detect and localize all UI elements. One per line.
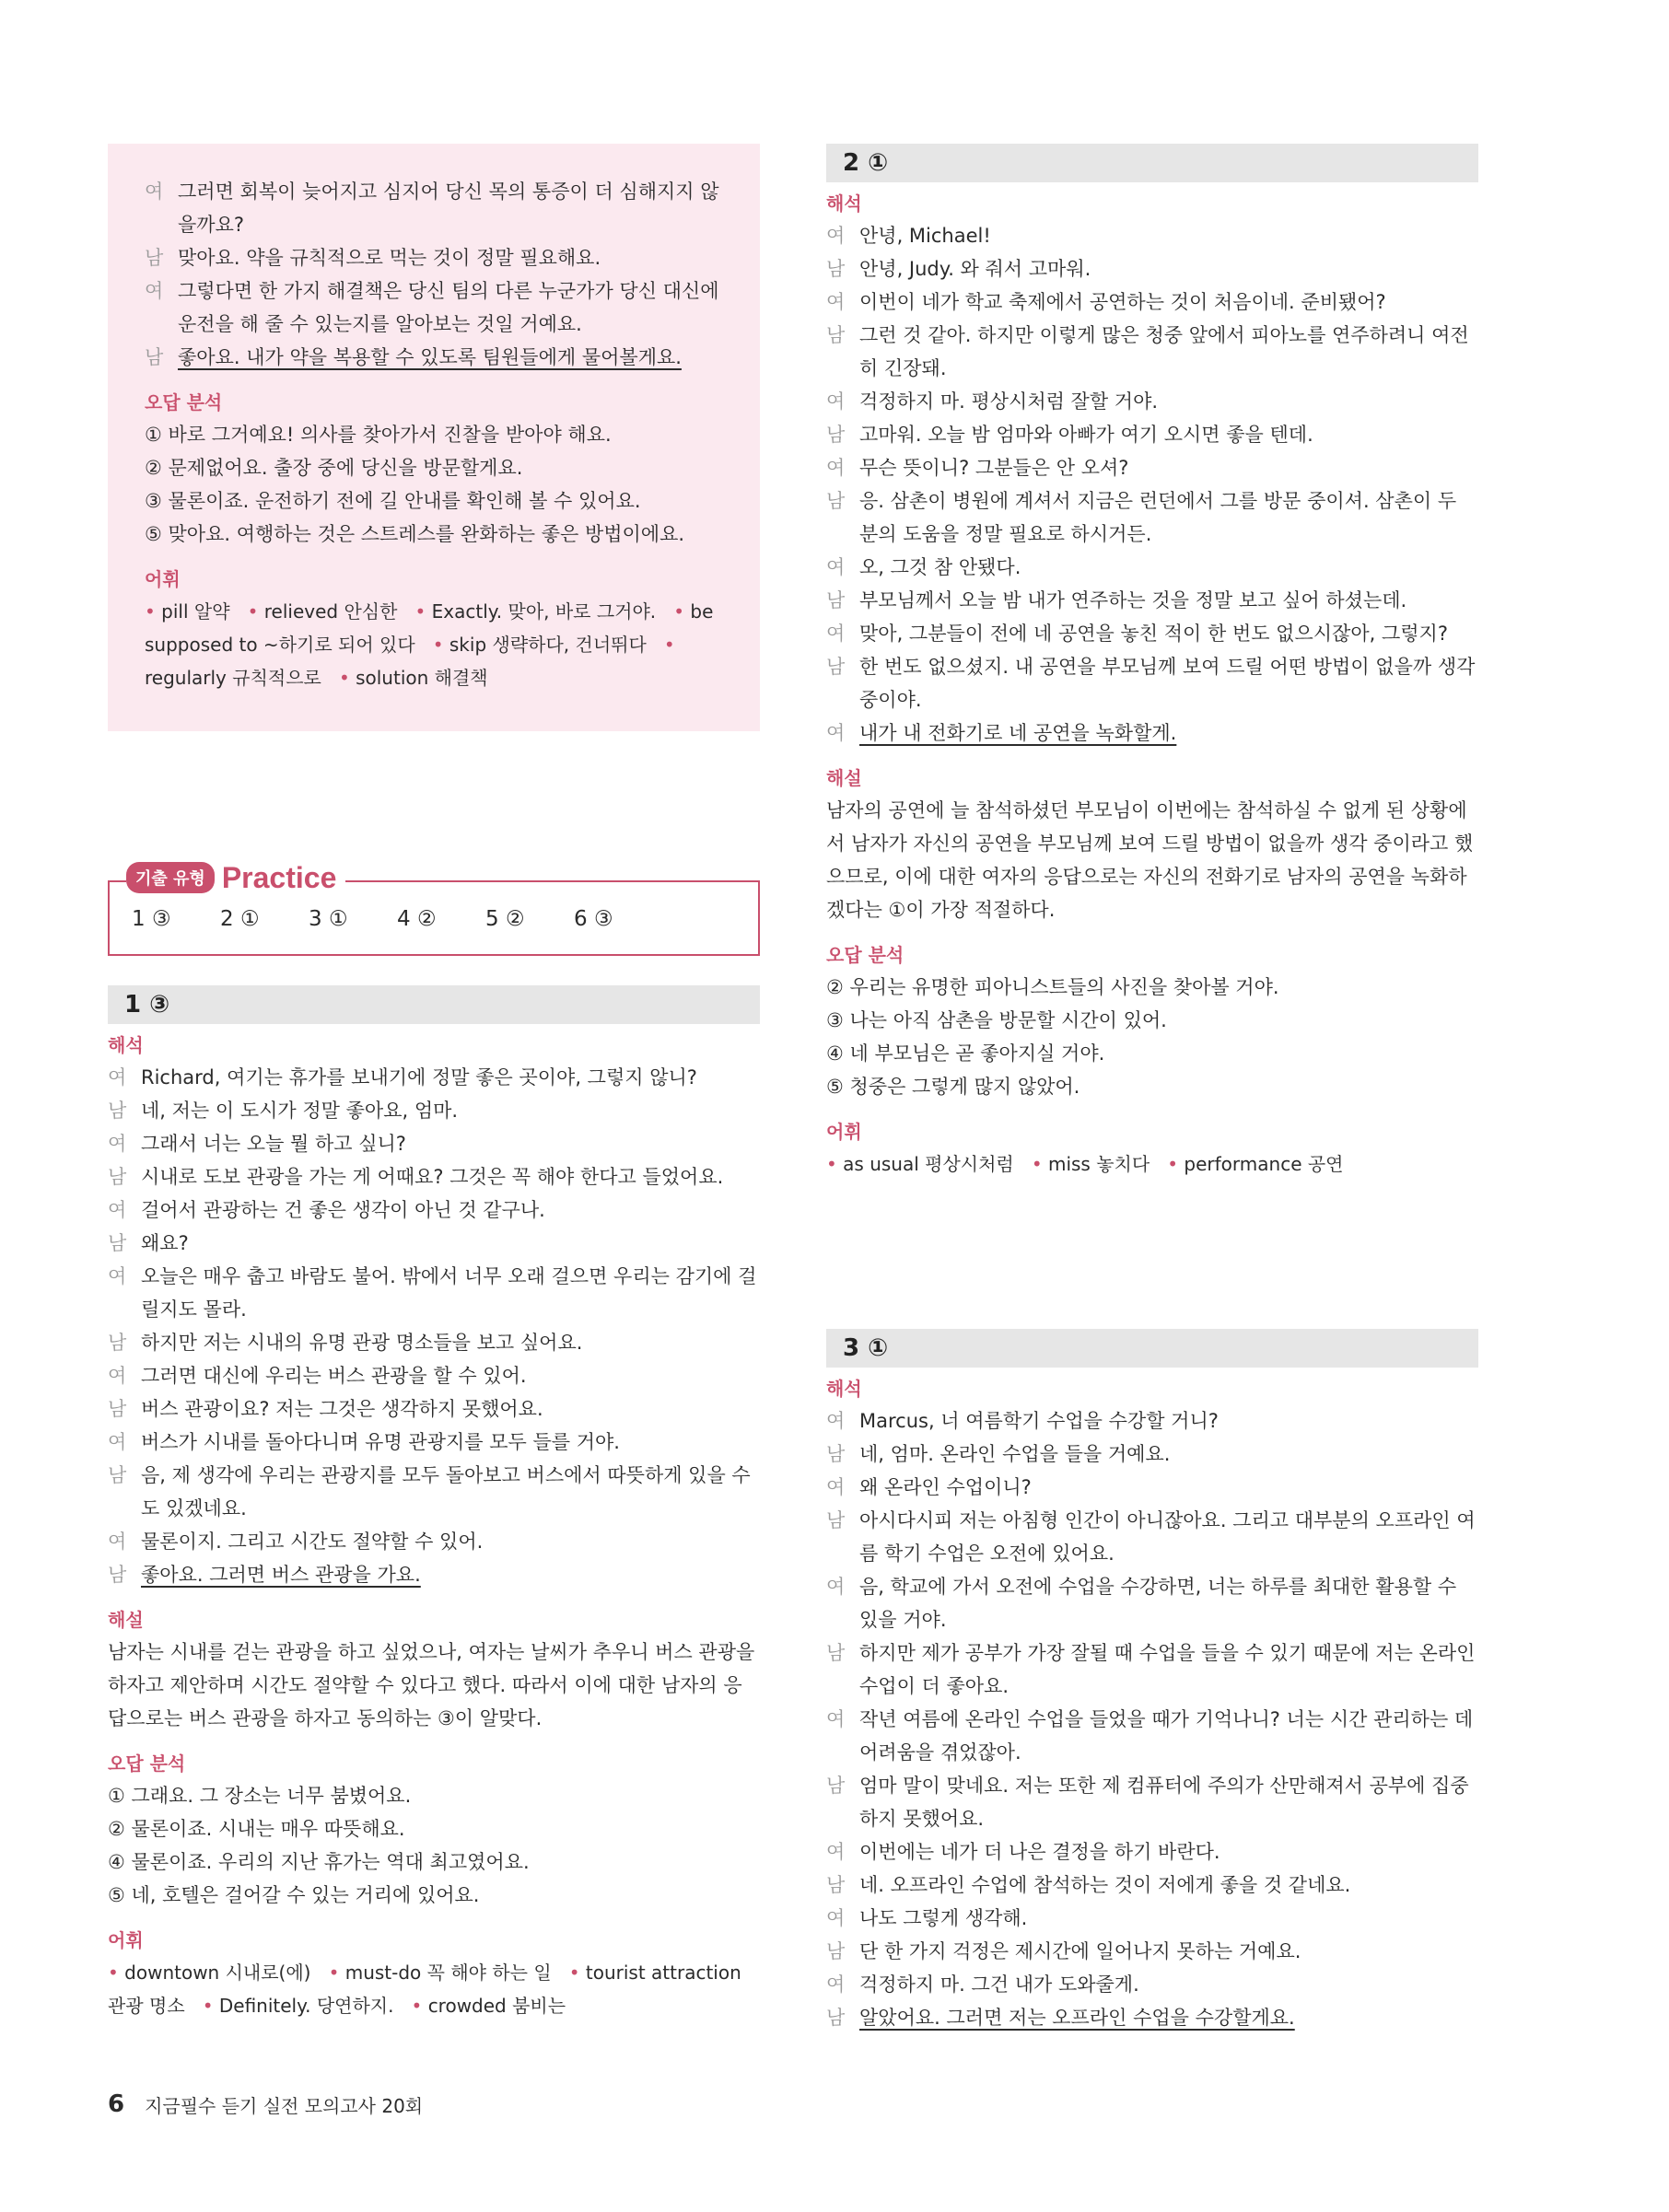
- answer-item: 6 ③: [574, 907, 613, 931]
- speaker-label: 남: [108, 1332, 127, 1354]
- dialogue-line: [826, 285, 1478, 319]
- line-text: 왜요?: [141, 1232, 189, 1254]
- vocab-item: • must-do 꼭 해야 하는 일: [329, 1962, 552, 1984]
- speaker-label: 여: [108, 1265, 127, 1287]
- dialogue-line: [108, 1426, 760, 1459]
- dialogue-line: [826, 252, 1478, 285]
- dialogue-line: [108, 1094, 760, 1127]
- speaker-label: 남: [108, 1166, 127, 1188]
- answer-item: 4 ②: [397, 907, 437, 931]
- speaker-label: 남: [108, 1398, 127, 1420]
- answer-line: 알았어요. 그러면 저는 오프라인 수업을 수강할게요.: [859, 2007, 1295, 2029]
- speaker-label: 여: [108, 1133, 127, 1155]
- dialogue-line: [826, 219, 1478, 252]
- line-text: 작년 여름에 온라인 수업을 들었을 때가 기억나니? 너는 시간 관리하는 데 어려움을 겪었잖아.: [859, 1708, 1474, 1764]
- line-text: 무슨 뜻이니? 그분들은 안 오셔?: [859, 457, 1129, 479]
- speaker-label: 여: [826, 1576, 846, 1598]
- speaker-label: 남: [826, 1509, 846, 1531]
- speaker-label: 여: [826, 1708, 846, 1730]
- dialogue-line: 남 좋아요. 내가 약을 복용할 수 있도록 팀원들에게 물어볼게요.: [145, 341, 723, 374]
- speaker-label: 여: [826, 1841, 846, 1863]
- line-text: 나도 그렇게 생각해.: [859, 1907, 1028, 1929]
- dialogue: [826, 1404, 1478, 2034]
- line-text: Marcus, 너 여름학기 수업을 수강할 거니?: [859, 1410, 1219, 1432]
- wrong-analysis-heading: 오답 분석: [145, 391, 223, 413]
- line-text: 시내로 도보 관광을 가는 게 어때요? 그것은 꼭 해야 한다고 들었어요.: [141, 1166, 724, 1188]
- wrong-item: ② 물론이죠. 시내는 매우 따뜻해요.: [108, 1818, 405, 1840]
- dialogue-line: [108, 1359, 760, 1392]
- line-text: 이번이 네가 학교 축제에서 공연하는 것이 처음이네. 준비됐어?: [859, 291, 1386, 313]
- line-text: 오, 그것 참 안됐다.: [859, 556, 1021, 578]
- dialogue-line: 여 그렇다면 한 가지 해결책은 당신 팀의 다른 누군가가 당신 대신에 운전을 해 줄 수 있는지를 알아보는 것일 거예요.: [145, 280, 719, 335]
- question-3: [826, 1329, 1478, 2034]
- vocab-item: • relieved 안심한: [248, 600, 398, 623]
- speaker-label: 여: [108, 1199, 127, 1221]
- dialogue-line: [826, 2001, 1478, 2034]
- line-text: 부모님께서 오늘 밤 내가 연주하는 것을 정말 보고 싶어 하셨는데.: [859, 589, 1407, 611]
- dialogue-line: [108, 1392, 760, 1426]
- line-text: 버스 관광이요? 저는 그것은 생각하지 못했어요.: [141, 1398, 543, 1420]
- vocab-item: • solution 해결책: [339, 667, 488, 689]
- dialogue-line: [826, 1438, 1478, 1471]
- wrong-analysis-heading: 오답 분석: [108, 1752, 186, 1775]
- answer-line: 좋아요. 내가 약을 복용할 수 있도록 팀원들에게 물어볼게요.: [178, 346, 682, 368]
- wrong-item: ⑤ 청중은 그렇게 많지 않았어.: [826, 1076, 1080, 1098]
- answer-item: 5 ②: [485, 907, 525, 931]
- speaker-label: 남: [826, 1775, 846, 1797]
- dialogue-line: [108, 1193, 760, 1227]
- explanation: 남자의 공연에 늘 참석하셨던 부모님이 이번에는 참석하실 수 없게 된 상황에서 남자가 자신의 공연을 부모님께 보여 드릴 방법이 없을까 생각 중이라고 했으므로, 이에 대한 여자의 응답으로는 자신의 전화기로 남자의 공연을 녹화하겠다는 ①이 가장 적절하다.: [826, 799, 1474, 921]
- speaker-label: 여: [108, 1531, 127, 1553]
- vocab-item: • miss 놓치다: [1032, 1153, 1150, 1175]
- dialogue-line: [108, 1160, 760, 1193]
- explanation-heading: 해설: [108, 1609, 144, 1631]
- dialogue-line: [826, 385, 1478, 418]
- speaker-label: 남: [826, 1874, 846, 1896]
- dialogue-line: [826, 1471, 1478, 1504]
- vocab-item: • pill 알약: [145, 600, 230, 623]
- dialogue: [145, 175, 723, 374]
- speaker-label: 여: [826, 1410, 846, 1432]
- speaker-label: 남: [108, 1232, 127, 1254]
- dialogue-line: [826, 650, 1478, 716]
- line-text: 네. 오프라인 수업에 참석하는 것이 저에게 좋을 것 같네요.: [859, 1874, 1351, 1896]
- line-text: 아시다시피 저는 아침형 인간이 아니잖아요. 그리고 대부분의 오프라인 여름 학기 수업은 오전에 있어요.: [859, 1509, 1476, 1565]
- question-1: [108, 985, 760, 2022]
- practice-tag: 기출 유형: [126, 862, 215, 893]
- speaker-label: 남: [826, 324, 846, 346]
- speaker-label: 남: [826, 589, 846, 611]
- dialogue-line: [826, 484, 1478, 551]
- vocab-item: • regularly 규칙적으로: [145, 634, 675, 689]
- speaker-label: 여: [108, 1431, 127, 1453]
- line-text: 오늘은 매우 춥고 바람도 불어. 밖에서 너무 오래 걸으면 우리는 감기에 걸릴지도 몰라.: [141, 1265, 757, 1321]
- dialogue-line: [108, 1558, 760, 1591]
- dialogue-line: [108, 1260, 760, 1326]
- dialogue-line: [826, 1504, 1478, 1570]
- vocab-heading: 어휘: [145, 568, 181, 590]
- practice-title: Practice: [221, 860, 337, 894]
- dialogue-line: [826, 1902, 1478, 1935]
- speaker-label: 남: [826, 1642, 846, 1664]
- vocab-item: • performance 공연: [1167, 1153, 1343, 1175]
- vocab-item: • tourist attraction 관광 명소: [108, 1962, 741, 2017]
- wrong-item: ② 문제없어요. 출장 중에 당신을 방문할게요.: [145, 457, 523, 479]
- line-text: 맞아, 그분들이 전에 네 공연을 놓친 적이 한 번도 없으시잖아, 그렇지?: [859, 623, 1448, 645]
- dialogue-line: 여 그러면 회복이 늦어지고 심지어 당신 목의 통증이 더 심해지지 않을까요?: [145, 180, 719, 236]
- vocab-list: [145, 595, 723, 694]
- speaker-label: 남: [826, 1443, 846, 1465]
- vocab-item: • Exactly. 맞아, 바로 그거야.: [415, 600, 657, 623]
- line-text: 물론이지. 그리고 시간도 절약할 수 있어.: [141, 1531, 484, 1553]
- dialogue-line: [108, 1227, 760, 1260]
- dialogue-line: [108, 1061, 760, 1094]
- vocab-list: [826, 1147, 1478, 1181]
- wrong-item: ⑤ 맞아요. 여행하는 것은 스트레스를 완화하는 좋은 방법이에요.: [145, 523, 685, 545]
- dialogue-line: [826, 617, 1478, 650]
- vocab-list: [108, 1956, 760, 2022]
- line-text: 안녕, Judy. 와 줘서 고마워.: [859, 258, 1091, 280]
- speaker-label: 여: [826, 457, 846, 479]
- speaker-label: 여: [826, 722, 846, 744]
- dialogue-line: [108, 1459, 760, 1525]
- speaker-label: 남: [826, 656, 846, 678]
- question-2: [826, 144, 1478, 1181]
- vocab-item: • crowded 붐비는: [412, 1995, 566, 2017]
- line-text: 엄마 말이 맞네요. 저는 또한 제 컴퓨터에 주의가 산만해져서 공부에 집중하지 못했어요.: [859, 1775, 1469, 1830]
- dialogue-line: [826, 418, 1478, 451]
- line-text: 단 한 가지 걱정은 제시간에 일어나지 못하는 거예요.: [859, 1940, 1301, 1962]
- dialogue-line: [826, 584, 1478, 617]
- dialogue-line: [826, 551, 1478, 584]
- wrong-item: ① 바로 그거예요! 의사를 찾아가서 진찰을 받아야 해요.: [145, 424, 612, 446]
- vocab-item: • downtown 시내로(에): [108, 1962, 310, 1984]
- line-text: Richard, 여기는 휴가를 보내기에 정말 좋은 곳이야, 그렇지 않니?: [141, 1066, 697, 1089]
- speaker-label: 남: [826, 424, 846, 446]
- wrong-item: ② 우리는 유명한 피아니스트들의 사진을 찾아볼 거야.: [826, 976, 1279, 998]
- line-text: 걱정하지 마. 평상시처럼 잘할 거야.: [859, 390, 1159, 413]
- practice-answers: [132, 907, 662, 931]
- dialogue-line: [826, 1835, 1478, 1869]
- wrong-analysis-heading: 오답 분석: [826, 944, 905, 966]
- question-number: 3 ①: [826, 1329, 1478, 1368]
- answer-line: 내가 내 전화기로 네 공연을 녹화할게.: [859, 722, 1177, 744]
- dialogue-line: 남 맞아요. 약을 규칙적으로 먹는 것이 정말 필요해요.: [145, 247, 601, 269]
- speaker-label: 여: [826, 291, 846, 313]
- line-text: 걱정하지 마. 그건 내가 도와줄게.: [859, 1973, 1139, 1996]
- line-text: 그런 것 같아. 하지만 이렇게 많은 청중 앞에서 피아노를 연주하려니 여전히 긴장돼.: [859, 324, 1469, 379]
- dialogue: [108, 1061, 760, 1591]
- wrong-item: ⑤ 네, 호텔은 걸어갈 수 있는 거리에 있어요.: [108, 1884, 480, 1906]
- speaker-label: 여: [108, 1066, 127, 1089]
- vocab-item: • skip 생략하다, 건너뛰다: [433, 634, 647, 656]
- answer-item: 3 ①: [309, 907, 348, 931]
- line-text: 걸어서 관광하는 건 좋은 생각이 아닌 것 같구나.: [141, 1199, 545, 1221]
- speaker-label: 여: [826, 1907, 846, 1929]
- dialogue: [826, 219, 1478, 750]
- speaker-label: 여: [826, 1476, 846, 1498]
- speaker-label: 남: [826, 490, 846, 512]
- line-text: 네, 저는 이 도시가 정말 좋아요, 엄마.: [141, 1100, 459, 1122]
- speaker-label: 남: [826, 2007, 846, 2029]
- vocab-item: • be supposed to ~하기로 되어 있다: [145, 600, 713, 656]
- vocab-heading: 어휘: [108, 1929, 144, 1951]
- speaker-label: 여: [108, 1365, 127, 1387]
- dialogue-line: [826, 1769, 1478, 1835]
- interpretation-heading: 해석: [826, 1378, 862, 1400]
- wrong-item: ① 그래요. 그 장소는 너무 붐볐어요.: [108, 1785, 412, 1807]
- answer-line: 좋아요. 그러면 버스 관광을 가요.: [141, 1564, 421, 1586]
- speaker-label: 남: [108, 1464, 127, 1486]
- line-text: 왜 온라인 수업이니?: [859, 1476, 1032, 1498]
- dialogue-line: [826, 1703, 1478, 1769]
- wrong-item: ③ 나는 아직 삼촌을 방문할 시간이 있어.: [826, 1009, 1167, 1031]
- page-footer: [108, 2090, 423, 2118]
- wrong-item: ④ 물론이죠. 우리의 지난 휴가는 역대 최고였어요.: [108, 1851, 530, 1873]
- line-text: 음, 학교에 가서 오전에 수업을 수강하면, 너는 하루를 최대한 활용할 수 있을 거야.: [859, 1576, 1457, 1631]
- wrong-item: ③ 물론이죠. 운전하기 전에 길 안내를 확인해 볼 수 있어요.: [145, 490, 641, 512]
- dialogue-line: [826, 1636, 1478, 1703]
- speaker-label: 여: [826, 556, 846, 578]
- speaker-label: 여: [826, 225, 846, 247]
- dialogue-line: [108, 1525, 760, 1558]
- wrong-item: ④ 네 부모님은 곧 좋아지실 거야.: [826, 1042, 1105, 1065]
- dialogue-line: [826, 1968, 1478, 2001]
- line-text: 고마워. 오늘 밤 엄마와 아빠가 여기 오시면 좋을 텐데.: [859, 424, 1313, 446]
- speaker-label: 남: [108, 1564, 127, 1586]
- line-text: 안녕, Michael!: [859, 225, 991, 247]
- dialogue-line: [826, 1404, 1478, 1438]
- interpretation-heading: 해석: [108, 1034, 144, 1056]
- dialogue-line: [826, 319, 1478, 385]
- line-text: 그래서 너는 오늘 뭘 하고 싶니?: [141, 1133, 406, 1155]
- continuation-box: [108, 144, 760, 731]
- dialogue-line: [108, 1326, 760, 1359]
- dialogue-line: [826, 716, 1478, 750]
- dialogue-line: [826, 1935, 1478, 1968]
- page-number: 6: [108, 2090, 125, 2118]
- dialogue-line: [826, 1570, 1478, 1636]
- question-number: 1 ③: [108, 985, 760, 1024]
- dialogue-line: [826, 451, 1478, 484]
- line-text: 네, 엄마. 온라인 수업을 들을 거예요.: [859, 1443, 1171, 1465]
- explanation: 남자는 시내를 걷는 관광을 하고 싶었으나, 여자는 날씨가 추우니 버스 관광을 하자고 제안하며 시간도 절약할 수 있다고 했다. 따라서 이에 대한 남자의 응답으로는 버스 관광을 하자고 동의하는 ③이 알맞다.: [108, 1641, 755, 1729]
- speaker-label: 남: [826, 258, 846, 280]
- practice-header: [126, 859, 345, 896]
- line-text: 그러면 대신에 우리는 버스 관광을 할 수 있어.: [141, 1365, 527, 1387]
- question-number: 2 ①: [826, 144, 1478, 182]
- speaker-label: 여: [826, 623, 846, 645]
- explanation-heading: 해설: [826, 767, 862, 789]
- interpretation-heading: 해석: [826, 192, 862, 215]
- dialogue-line: [826, 1869, 1478, 1902]
- line-text: 버스가 시내를 돌아다니며 유명 관광지를 모두 들를 거야.: [141, 1431, 620, 1453]
- book-title: 지금필수 듣기 실전 모의고사 20회: [145, 2094, 424, 2117]
- answer-item: 2 ①: [220, 907, 260, 931]
- speaker-label: 여: [826, 390, 846, 413]
- line-text: 하지만 제가 공부가 가장 잘될 때 수업을 들을 수 있기 때문에 저는 온라인 수업이 더 좋아요.: [859, 1642, 1476, 1697]
- answer-item: 1 ③: [132, 907, 171, 931]
- speaker-label: 남: [108, 1100, 127, 1122]
- line-text: 이번에는 네가 더 나은 결정을 하기 바란다.: [859, 1841, 1220, 1863]
- vocab-heading: 어휘: [826, 1121, 862, 1143]
- vocab-item: • Definitely. 당연하지.: [203, 1995, 394, 2017]
- line-text: 한 번도 없으셨지. 내 공연을 부모님께 보여 드릴 어떤 방법이 없을까 생각 중이야.: [859, 656, 1476, 711]
- line-text: 응. 삼촌이 병원에 계셔서 지금은 런던에서 그를 방문 중이셔. 삼촌이 두 분의 도움을 정말 필요로 하시거든.: [859, 490, 1457, 545]
- line-text: 음, 제 생각에 우리는 관광지를 모두 돌아보고 버스에서 따뜻하게 있을 수도 있겠네요.: [141, 1464, 751, 1519]
- dialogue-line: [108, 1127, 760, 1160]
- speaker-label: 남: [826, 1940, 846, 1962]
- speaker-label: 여: [826, 1973, 846, 1996]
- line-text: 하지만 저는 시내의 유명 관광 명소들을 보고 싶어요.: [141, 1332, 583, 1354]
- vocab-item: • as usual 평상시처럼: [826, 1153, 1014, 1175]
